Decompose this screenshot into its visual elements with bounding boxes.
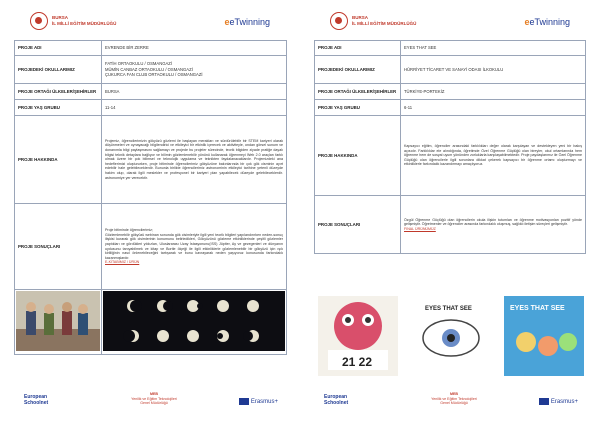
row-key: PROJE ORTAĞI ÜLKELER/ŞEHİRLER — [315, 84, 401, 100]
european-schoolnet-logo: European Schoolnet — [324, 394, 349, 406]
poster-thumbnail-2 — [411, 296, 491, 376]
meb-logo — [330, 12, 416, 30]
footer — [314, 392, 586, 414]
etwinning-logo: eeTwinning — [524, 17, 570, 27]
thumbnail-row — [318, 296, 584, 376]
row-key: PROJE YAŞ GRUBU — [15, 100, 102, 116]
eu-flag-icon — [239, 398, 249, 405]
row-value: Kapsayıcı eğitim, öğrenciler arasındaki farklılıkları değer olarak karşılayan ve destekleyen yeni bir bakış açısıdır. Farklılıklar ele alındığında, öğretimde Özel Öğrenme Güçlüğü olan bireyler, okul ortamlarında hem öğrenme hem de sosyal uyum yönünden zorluklarla karşılaşabilmektedir. Proje paydaşlarımız ile Özel Öğrenme Güçlüğü olan öğrencilerle ilgili sorunlara dikkat çekerek kapsayıcı bir öğrenme ortamı oluşturmayı ve etkinliklerle farkındalık kazandırmayı amaçlıyoruz. — [401, 116, 586, 196]
final-product-link[interactable]: FINAL ÜRÜNÜMÜZ — [404, 226, 436, 231]
poster-title-text: EYES THAT SEE — [510, 305, 565, 312]
row-value: EVRENDE BİR ZERRE — [102, 41, 287, 56]
project-table — [14, 40, 287, 355]
row-value: 11-14 — [102, 100, 287, 116]
logo-line1: BURSA — [52, 15, 69, 20]
poster-title-text: EYES THAT SEE — [425, 306, 472, 312]
row-key: PROJE HAKKINDA — [315, 116, 401, 196]
seal-icon — [330, 12, 348, 30]
row-value: HÜRRİYET TİCARET VE SANAYİ ODASI İLKOKULU — [401, 56, 586, 84]
row-key: PROJEDEKİ OKULLARIMIZ — [15, 56, 102, 84]
row-value: TÜRKİYE-PORTEKİZ — [401, 84, 586, 100]
poster-thumbnail-3 — [504, 296, 584, 376]
project-table — [314, 40, 586, 254]
ebook-link[interactable]: E-KİTABIMIZ / ÜRÜN — [105, 260, 140, 265]
row-value: Proje bitiminde öğrencilerimiz; Gözlemlenebilir gökyüzü webinarı sonunda gök cisimleriyle ilgili yeni teorik bilgileri yapılandırırken neden-sonuç ilişkisi kurarak gök cisimlerinin konumunu belirledikleri, Gökyüzünü gözleme etkinliklerinde çeşitli gözlemler yaptıkları ve gördükleri yıldızları, Uluslararası Uzay İstasyonunu(ISS) Jüpiter, Ay ve gezegenleri ve dünyanın uydusunu tanıyabilmek ve kitap ve Bortle ölçeği ile ilgili etkinliklerle gözlemlenebilir bir gökyüzü için ışık kirliliğinin nasıl önlenebileceğini tartışarak ve bunu kavrayarak neden yaşıyoruz konusunda farkındalık kazanmışlardır. E-KİTABIMIZ / ÜRÜN — [102, 204, 287, 290]
footer — [14, 392, 286, 414]
meb-footer-logo: MEB Yenilik ve Eğitim Teknolojileri Genel Müdürlüğü — [431, 392, 477, 405]
row-key: PROJE ADI — [15, 41, 102, 56]
row-value: BURSA — [102, 84, 287, 100]
row-key: PROJE SONUÇLARI — [15, 204, 102, 290]
seal-icon — [30, 12, 48, 30]
row-key: PROJE HAKKINDA — [15, 116, 102, 204]
logo-line2: İL MİLLİ EĞİTİM MÜDÜRLÜĞÜ — [52, 21, 117, 26]
logo-line1: BURSA — [352, 15, 369, 20]
erasmus-logo: Erasmus+ — [239, 398, 278, 405]
row-key: PROJE YAŞ GRUBU — [315, 100, 401, 116]
european-schoolnet-logo: European Schoolnet — [24, 394, 49, 406]
meb-footer-logo: MEB Yenilik ve Eğitim Teknolojileri Genel Müdürlüğü — [131, 392, 177, 405]
right-page — [300, 0, 600, 424]
poster-year-text: 21 22 — [342, 355, 373, 369]
row-value: FATİH ORTAOKULU / OSMANGAZİ MÜMİN CANBAZ ORTAOKULU / OSMANGAZİ ÇUKURCA FAN CLUB ORTAOKULU / OSMANGAZİ — [102, 56, 287, 84]
poster-thumbnail-1 — [318, 296, 398, 376]
row-value: EYES THAT SEE — [401, 41, 586, 56]
etwinning-logo: eeTwinning — [224, 17, 270, 27]
row-value: 6-11 — [401, 100, 586, 116]
photo-cell — [15, 290, 102, 355]
row-key: PROJE ORTAĞI ÜLKELER/ŞEHİRLER — [15, 84, 102, 100]
meb-logo — [30, 12, 116, 30]
erasmus-logo: Erasmus+ — [539, 398, 578, 405]
eu-flag-icon — [539, 398, 549, 405]
row-key: PROJE ADI — [315, 41, 401, 56]
row-value: Özgül Öğrenme Güçlüğü olan öğrencilerin okula ilişkin tutumları ve öğrenme motivasyonları pozitif yönde gelişmiştir. Öğretmenler ve öğrenciler arasında farkındalık oluşmuş, sağlıklı iletişim süreçleri gelişmiştir. FINAL ÜRÜNÜMÜZ — [401, 196, 586, 254]
logo-line2: İL MİLLİ EĞİTİM MÜDÜRLÜĞÜ — [352, 21, 417, 26]
row-key: PROJE SONUÇLARI — [315, 196, 401, 254]
classroom-photo — [16, 291, 100, 351]
moon-phases-cell — [102, 290, 287, 355]
row-key: PROJEDEKİ OKULLARIMIZ — [315, 56, 401, 84]
moon-phases-image — [103, 291, 285, 351]
row-value: Projemiz, öğrencilerimizin gökyüzü gözlemi ile başlayan merakları ve sürdürülebilir bir STEM kariyeri olarak düşünmeleri ve oynayacağı bilgilendirici ve etkileyici bir etkinlik içerecek ve aktiviteyle, ondan görsel sunum ve donanımla bilgi paylaşmasını sağlamayı ve projede bu projeler sürecinde, teorik bilgiden ziyade pratiğe dayalı bilgisi teknik detaylara bağlıyor ve bilimin gözlemlenebilir yönünü kullanarak öğrenmeyi Web 2.0 araçları farklı olmak üzere bir çok bilimsel ve teknolojik uygulama ve teknikten faydalanacaklardır. Projemizdeki ana hedeflerimizi oluştururken, proje bitiminde öğrencilerimiz gökyüzüne bakınlarında bir çok gök cisminin ayırt edebilir hale gelebileceklerdir. Bununla birlikte öğrencilerimiz astronominin etkileyici tarihine yetenli düzeyde hakim olup, olarak ilgili meslekler ve profesyonel bir kariyeri plan yapabilecek düzeyde gelebileceklerdir. astronomiye yer verecektir. — [102, 116, 287, 204]
